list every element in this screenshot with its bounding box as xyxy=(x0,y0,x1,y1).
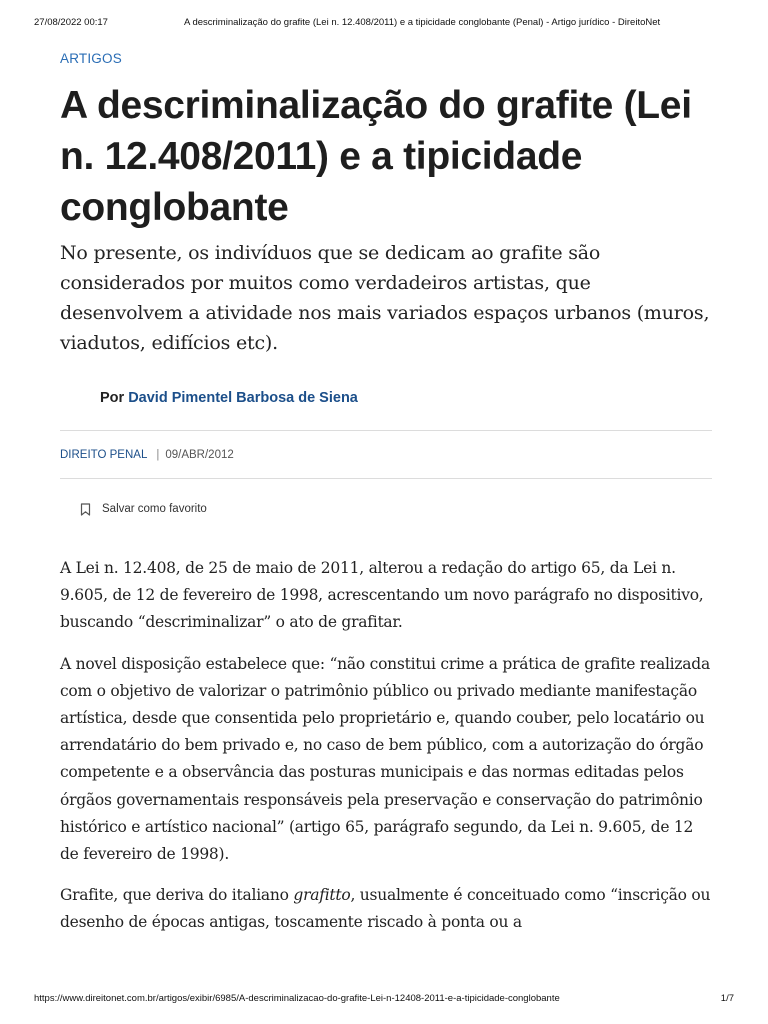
print-document-title: A descriminalização do grafite (Lei n. 12.408/2011) e a tipicidade conglobante (Penal) - Artigo jurídico - DireitoNet xyxy=(184,17,661,28)
publish-date: 09/ABR/2012 xyxy=(165,448,234,461)
article-container xyxy=(60,48,712,951)
byline xyxy=(100,386,712,410)
body-paragraph xyxy=(60,882,712,936)
paragraph-text: , usualmente é conceituado como “inscrição ou desenho de épocas antigas, toscamente riscado à ponta ou a xyxy=(60,886,711,932)
save-favorite-label: Salvar como favorito xyxy=(102,503,207,515)
body-paragraph: A novel disposição estabelece que: “não constitui crime a prática de grafite realizada com o objetivo de valorizar o patrimônio público ou privado mediante manifestação artística, desde que consentida pelo proprietário e, quando couber, pelo locatário ou arrendatário do bem privado e, no caso de bem público, com a autorização do órgão competente e a observância das posturas municipais e das normas editadas pelos órgãos governamentais responsáveis pela preservação e conservação do patrimônio histórico e artístico nacional” (artigo 65, parágrafo segundo, da Lei n. 9.605, de 12 de fevereiro de 1998). xyxy=(60,654,710,864)
page-url: https://www.direitonet.com.br/artigos/exibir/6985/A-descriminalizacao-do-grafite-Lei-n-12408-2011-e-a-tipicidade-conglobante xyxy=(34,993,560,1004)
bookmark-icon xyxy=(80,503,91,516)
page-counter: 1/7 xyxy=(720,993,734,1004)
author-link[interactable]: David Pimentel Barbosa de Siena xyxy=(128,390,358,406)
paragraph-text: Grafite, que deriva do italiano xyxy=(60,886,294,905)
italic-term: grafitto xyxy=(293,886,351,905)
article-meta-bar xyxy=(60,430,712,479)
body-paragraph: A Lei n. 12.408, de 25 de maio de 2011, alterou a redação do artigo 65, da Lei n. 9.605, de 12 de fevereiro de 1998, acrescentando um novo parágrafo no dispositivo, buscando “descriminalizar” o ato de grafitar. xyxy=(60,559,704,632)
article-title: A descriminalização do grafite (Lei n. 12.408/2011) e a tipicidade conglobante xyxy=(60,84,692,229)
article-lead: No presente, os indivíduos que se dedicam ao grafite são considerados por muitos como verdadeiros artistas, que desenvolvem a atividade nos mais variados espaços urbanos (muros, viadutos, edifícios etc). xyxy=(60,242,710,354)
print-date: 27/08/2022 00:17 xyxy=(34,17,108,28)
byline-prefix: Por xyxy=(100,390,125,406)
meta-separator: | xyxy=(156,448,160,461)
section-label[interactable]: ARTIGOS xyxy=(60,51,122,66)
category-link[interactable]: DIREITO PENAL xyxy=(60,448,148,461)
save-favorite-button[interactable] xyxy=(80,499,712,519)
article-body xyxy=(60,555,712,937)
